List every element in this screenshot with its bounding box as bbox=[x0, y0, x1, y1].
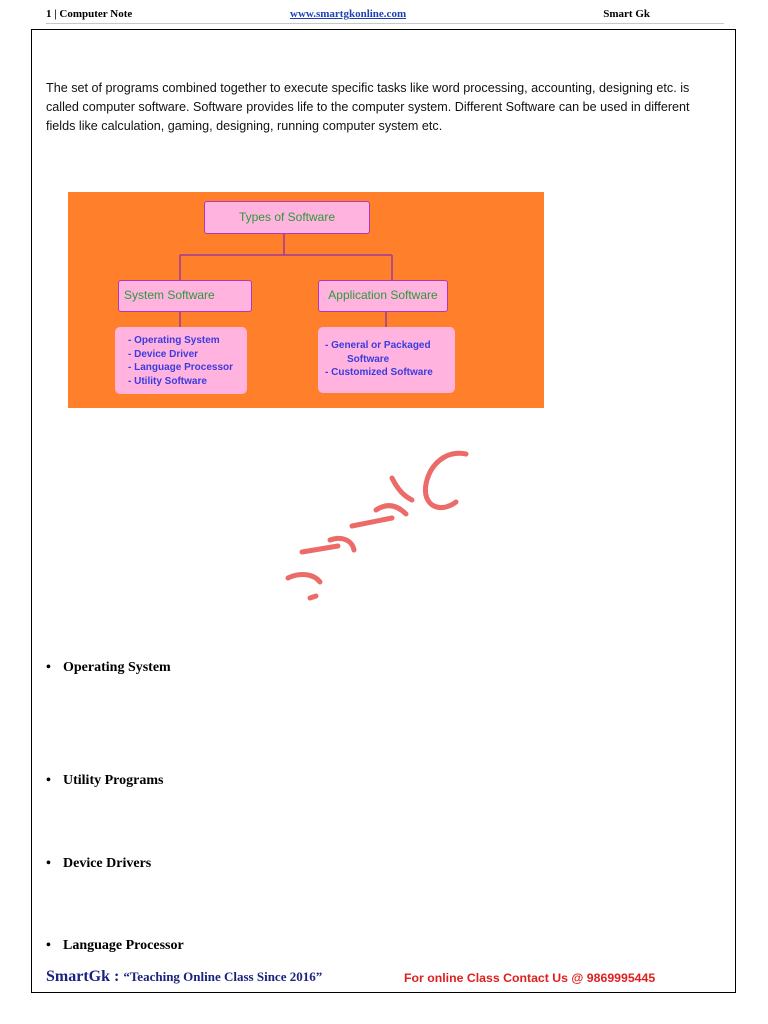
application-software-label: Application Software bbox=[328, 288, 438, 302]
system-software-label: System Software bbox=[124, 288, 215, 302]
footer-brand-name: SmartGk : bbox=[46, 968, 120, 985]
bullet-label: Device Drivers bbox=[63, 856, 152, 871]
footer-brand bbox=[46, 968, 322, 986]
intro-paragraph: The set of programs combined together to execute specific tasks like word processing, accounting, designing etc. is called computer software. Software provides life to the computer system. Different Software can be used in different fields like calculation, gaming, designing, running computer system etc. bbox=[46, 81, 690, 133]
application-software-box bbox=[318, 280, 448, 312]
page-number-label: 1 | Computer Note bbox=[46, 8, 133, 20]
system-software-box bbox=[118, 280, 252, 312]
bullet-language-processor: • Language Processor bbox=[46, 938, 184, 953]
list-item: Software bbox=[347, 353, 390, 365]
bullet-label: Operating System bbox=[63, 660, 171, 675]
footer-tagline: “Teaching Online Class Since 2016” bbox=[123, 969, 323, 984]
bullet-label: Language Processor bbox=[63, 938, 184, 953]
types-of-software-label: Types of Software bbox=[238, 210, 336, 224]
footer-contact: For online Class Contact Us @ 9869995445 bbox=[404, 971, 656, 985]
list-item: - Language Processor bbox=[128, 362, 234, 373]
smartgk-watermark bbox=[280, 440, 480, 610]
application-software-list bbox=[318, 327, 455, 393]
bullet-device-drivers: • Device Drivers bbox=[46, 856, 152, 871]
page-header bbox=[46, 8, 724, 24]
list-item: - Customized Software bbox=[325, 367, 433, 378]
website-link[interactable]: www.smartgkonline.com bbox=[290, 8, 407, 20]
page-footer bbox=[46, 968, 726, 990]
list-item: - Device Driver bbox=[128, 348, 199, 360]
list-item: - Operating System bbox=[128, 335, 220, 346]
bullet-operating-system: • Operating System bbox=[46, 660, 171, 675]
list-item: - Utility Software bbox=[128, 375, 207, 387]
bullet-label: Utility Programs bbox=[63, 773, 164, 788]
header-divider bbox=[46, 23, 724, 24]
types-of-software-box bbox=[204, 201, 370, 234]
software-types-diagram bbox=[68, 192, 544, 408]
system-software-list bbox=[115, 327, 247, 394]
bullet-utility-programs: • Utility Programs bbox=[46, 773, 164, 788]
list-item: - General or Packaged bbox=[325, 340, 431, 351]
header-brand: Smart Gk bbox=[603, 8, 650, 20]
